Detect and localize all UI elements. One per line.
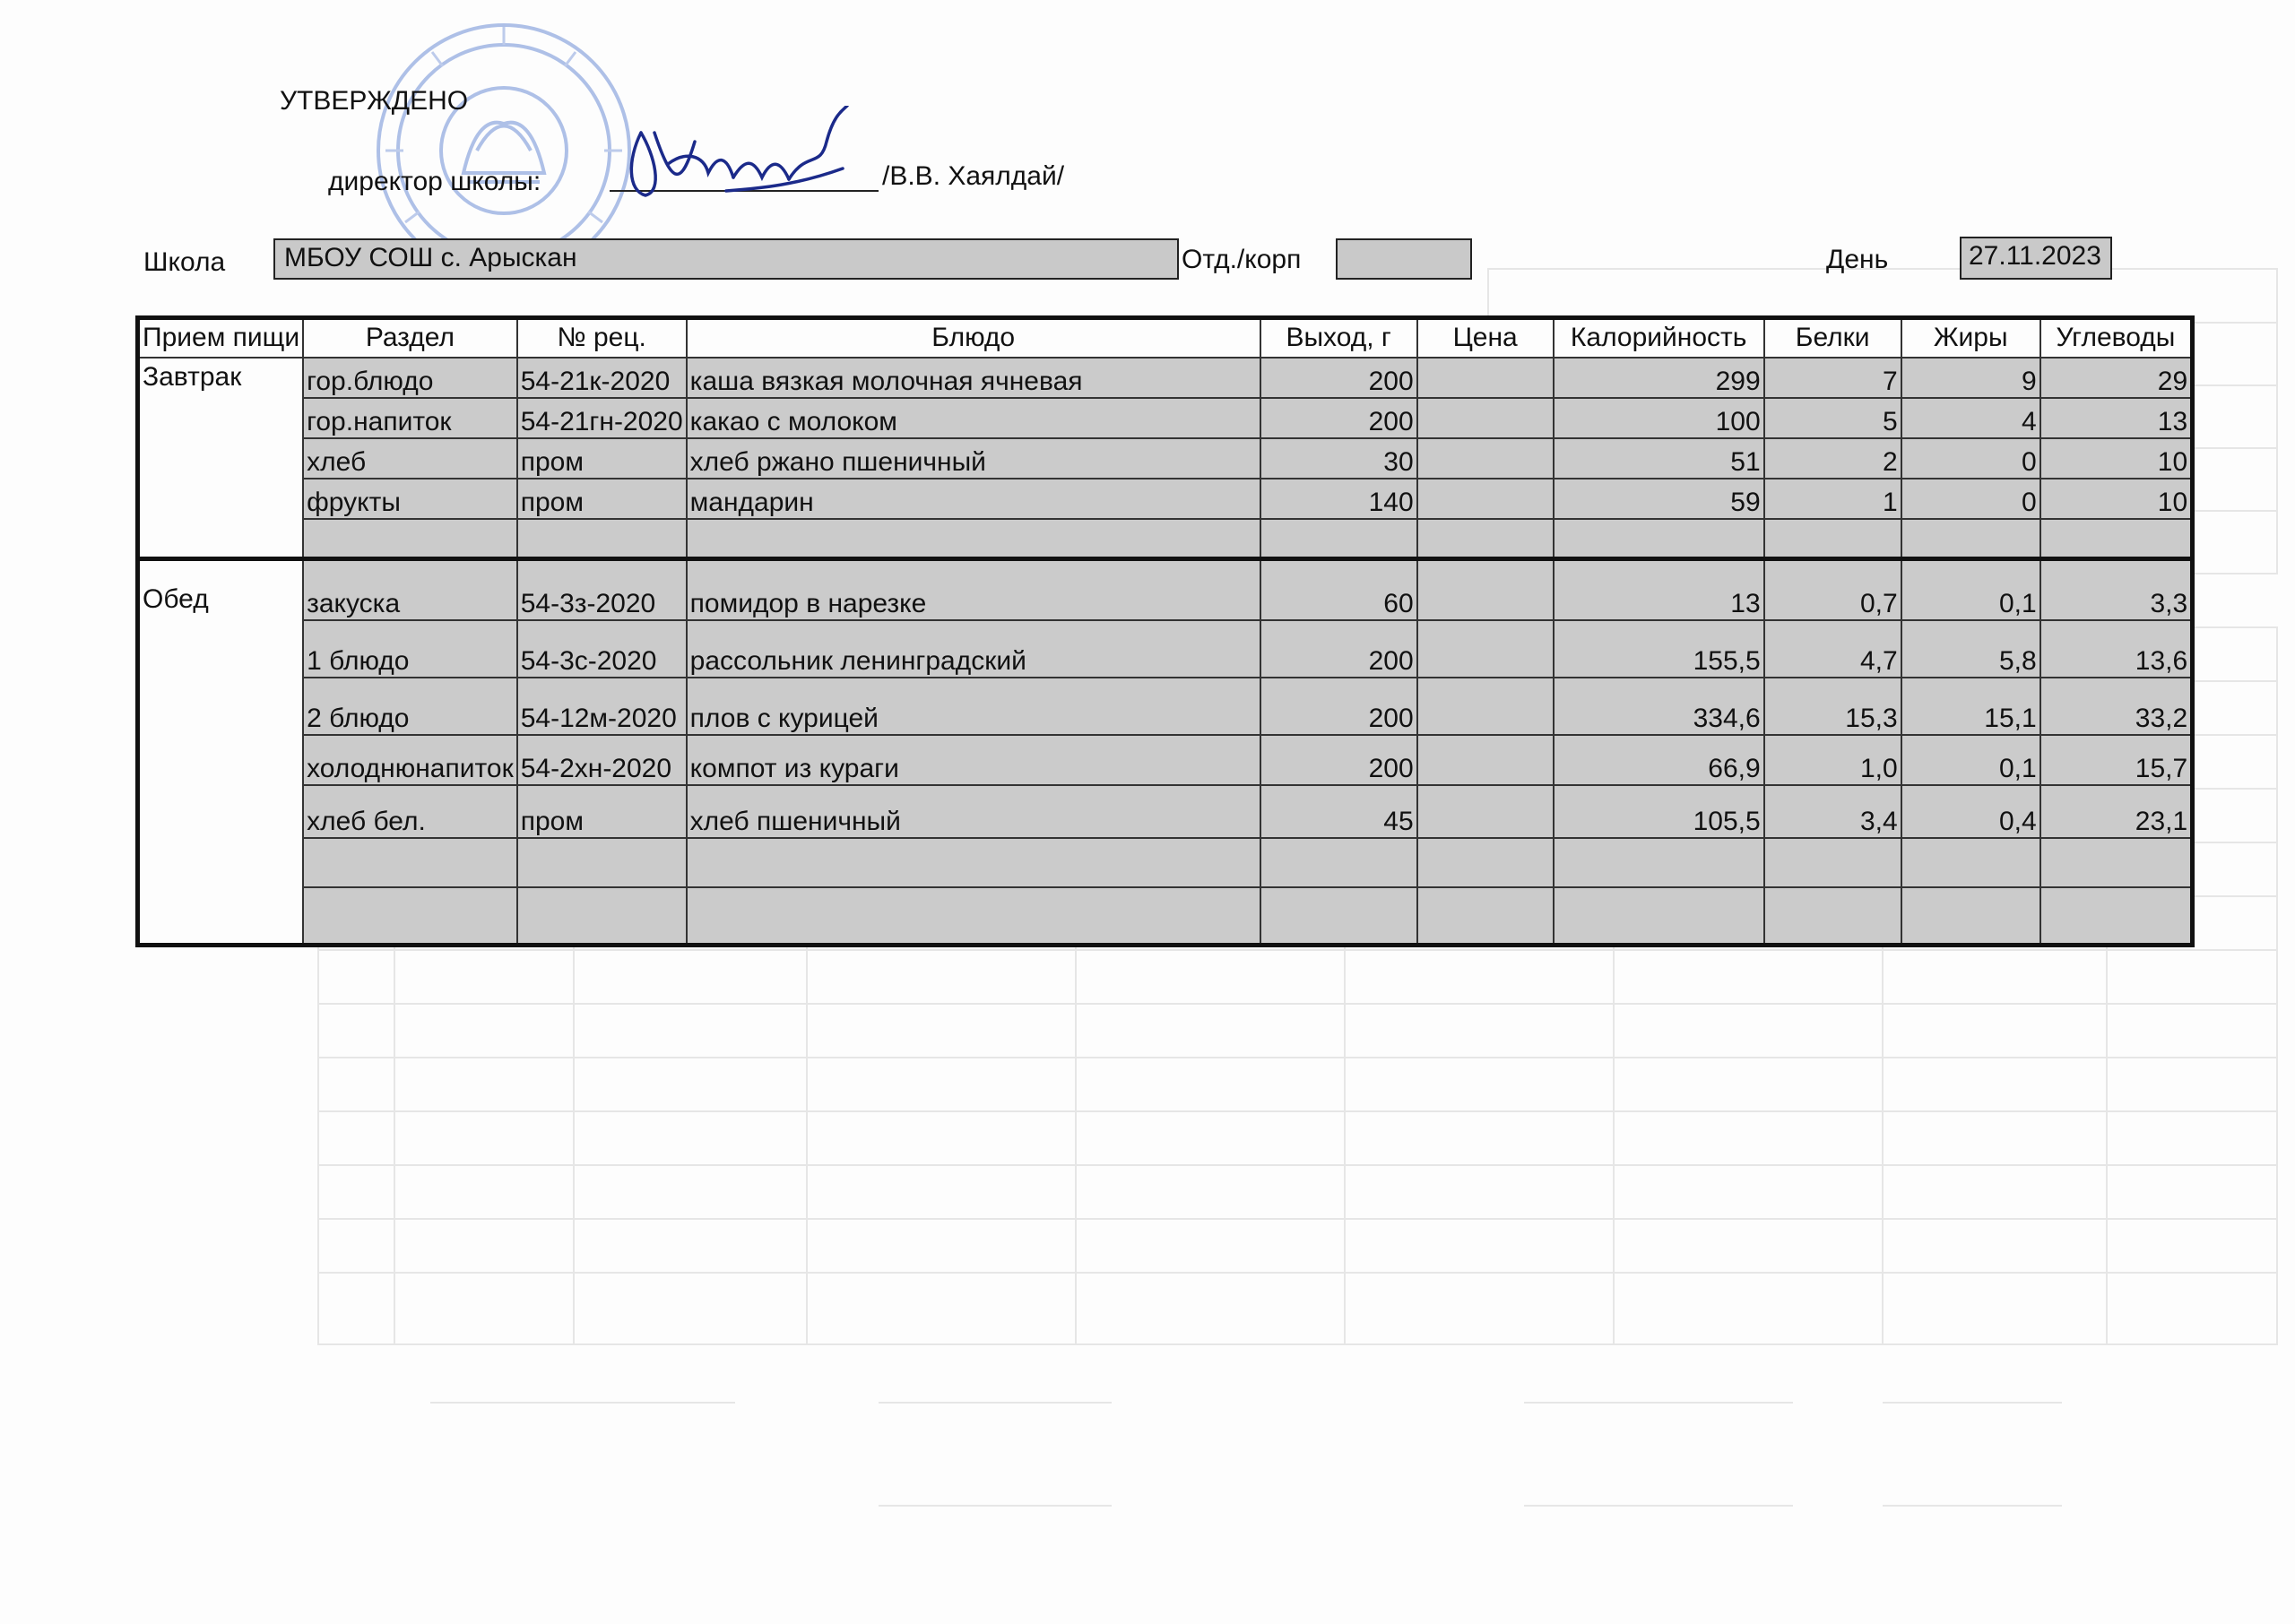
protein-cell: 7 — [1764, 358, 1901, 398]
price-cell — [1417, 785, 1554, 838]
recipe-cell: пром — [517, 479, 687, 519]
price-cell — [1417, 838, 1554, 887]
recipe-cell: 54-12м-2020 — [517, 678, 687, 735]
output-cell — [1260, 519, 1417, 559]
carbs-cell — [2040, 887, 2193, 946]
day-label: День — [1826, 245, 1889, 274]
fat-cell — [1901, 887, 2040, 946]
column-header-protein: Белки — [1764, 318, 1901, 358]
signature-icon — [619, 106, 861, 204]
table-row — [138, 358, 2193, 398]
protein-cell: 3,4 — [1764, 785, 1901, 838]
fat-cell: 0,1 — [1901, 559, 2040, 620]
protein-cell: 2 — [1764, 438, 1901, 479]
meal-cell-breakfast: Завтрак — [138, 358, 304, 559]
dish-cell: хлеб пшеничный — [687, 785, 1260, 838]
dish-cell: рассольник ленинградский — [687, 620, 1260, 678]
approved-label: УТВЕРЖДЕНО — [280, 86, 469, 116]
carbs-cell: 13 — [2040, 398, 2193, 438]
price-cell — [1417, 398, 1554, 438]
dish-cell: каша вязкая молочная ячневая — [687, 358, 1260, 398]
price-cell — [1417, 519, 1554, 559]
dish-cell — [687, 838, 1260, 887]
section-cell — [303, 519, 517, 559]
section-cell: 1 блюдо — [303, 620, 517, 678]
column-header-fat: Жиры — [1901, 318, 2040, 358]
protein-cell: 15,3 — [1764, 678, 1901, 735]
output-cell: 200 — [1260, 678, 1417, 735]
column-header-recipe: № рец. — [517, 318, 687, 358]
column-header-output: Выход, г — [1260, 318, 1417, 358]
protein-cell — [1764, 887, 1901, 946]
carbs-cell: 10 — [2040, 438, 2193, 479]
column-header-carbs: Углеводы — [2040, 318, 2193, 358]
carbs-cell — [2040, 519, 2193, 559]
calories-cell: 299 — [1554, 358, 1764, 398]
dish-cell: плов с курицей — [687, 678, 1260, 735]
recipe-cell: пром — [517, 438, 687, 479]
price-cell — [1417, 620, 1554, 678]
calories-cell: 105,5 — [1554, 785, 1764, 838]
recipe-cell — [517, 519, 687, 559]
fat-cell: 4 — [1901, 398, 2040, 438]
output-cell: 140 — [1260, 479, 1417, 519]
menu-table — [135, 315, 2195, 947]
carbs-cell: 23,1 — [2040, 785, 2193, 838]
section-cell: холоднюнапиток — [303, 735, 517, 785]
output-cell — [1260, 838, 1417, 887]
fat-cell: 5,8 — [1901, 620, 2040, 678]
output-cell: 200 — [1260, 398, 1417, 438]
carbs-cell: 29 — [2040, 358, 2193, 398]
price-cell — [1417, 438, 1554, 479]
calories-cell: 66,9 — [1554, 735, 1764, 785]
dish-cell: какао с молоком — [687, 398, 1260, 438]
school-field[interactable]: МБОУ СОШ с. Арыскан — [273, 238, 1179, 280]
carbs-cell: 10 — [2040, 479, 2193, 519]
price-cell — [1417, 735, 1554, 785]
table-row — [138, 678, 2193, 735]
table-header-row — [138, 318, 2193, 358]
day-field[interactable]: 27.11.2023 — [1960, 237, 2112, 280]
table-row — [138, 438, 2193, 479]
section-cell: 2 блюдо — [303, 678, 517, 735]
table-row — [138, 838, 2193, 887]
section-cell: хлеб бел. — [303, 785, 517, 838]
fat-cell: 0 — [1901, 479, 2040, 519]
meal-cell-lunch: Обед — [138, 559, 304, 946]
protein-cell — [1764, 519, 1901, 559]
dish-cell: хлеб ржано пшеничный — [687, 438, 1260, 479]
dept-label: Отд./корп — [1182, 245, 1302, 274]
carbs-cell: 3,3 — [2040, 559, 2193, 620]
protein-cell: 0,7 — [1764, 559, 1901, 620]
carbs-cell: 13,6 — [2040, 620, 2193, 678]
calories-cell: 13 — [1554, 559, 1764, 620]
output-cell — [1260, 887, 1417, 946]
recipe-cell: 54-2хн-2020 — [517, 735, 687, 785]
table-row — [138, 735, 2193, 785]
column-header-meal: Прием пищи — [138, 318, 304, 358]
dish-cell: помидор в нарезке — [687, 559, 1260, 620]
protein-cell: 4,7 — [1764, 620, 1901, 678]
carbs-cell: 33,2 — [2040, 678, 2193, 735]
price-cell — [1417, 678, 1554, 735]
column-header-dish: Блюдо — [687, 318, 1260, 358]
section-cell: фрукты — [303, 479, 517, 519]
dish-cell — [687, 519, 1260, 559]
director-label: директор школы: — [328, 167, 541, 196]
output-cell: 30 — [1260, 438, 1417, 479]
table-row — [138, 479, 2193, 519]
dish-cell: компот из кураги — [687, 735, 1260, 785]
fat-cell: 9 — [1901, 358, 2040, 398]
table-row — [138, 620, 2193, 678]
calories-cell: 59 — [1554, 479, 1764, 519]
table-row — [138, 398, 2193, 438]
recipe-cell: пром — [517, 785, 687, 838]
dept-field[interactable] — [1336, 238, 1472, 280]
fat-cell: 0 — [1901, 438, 2040, 479]
output-cell: 200 — [1260, 735, 1417, 785]
protein-cell: 5 — [1764, 398, 1901, 438]
carbs-cell — [2040, 838, 2193, 887]
price-cell — [1417, 887, 1554, 946]
recipe-cell: 54-3з-2020 — [517, 559, 687, 620]
recipe-cell — [517, 838, 687, 887]
fat-cell: 0,1 — [1901, 735, 2040, 785]
table-row — [138, 519, 2193, 559]
director-name: /В.В. Хаялдай/ — [882, 161, 1065, 191]
calories-cell: 51 — [1554, 438, 1764, 479]
price-cell — [1417, 358, 1554, 398]
calories-cell — [1554, 887, 1764, 946]
output-cell: 60 — [1260, 559, 1417, 620]
table-row — [138, 887, 2193, 946]
fat-cell: 15,1 — [1901, 678, 2040, 735]
table-row — [138, 559, 2193, 620]
column-header-section: Раздел — [303, 318, 517, 358]
recipe-cell: 54-3с-2020 — [517, 620, 687, 678]
recipe-cell: 54-21к-2020 — [517, 358, 687, 398]
carbs-cell: 15,7 — [2040, 735, 2193, 785]
table-row — [138, 785, 2193, 838]
school-label: Школа — [143, 247, 226, 277]
output-cell: 200 — [1260, 620, 1417, 678]
calories-cell: 100 — [1554, 398, 1764, 438]
price-cell — [1417, 559, 1554, 620]
section-cell: хлеб — [303, 438, 517, 479]
column-header-price: Цена — [1417, 318, 1554, 358]
recipe-cell: 54-21гн-2020 — [517, 398, 687, 438]
column-header-calories: Калорийность — [1554, 318, 1764, 358]
price-cell — [1417, 479, 1554, 519]
protein-cell: 1,0 — [1764, 735, 1901, 785]
recipe-cell — [517, 887, 687, 946]
calories-cell — [1554, 519, 1764, 559]
fat-cell — [1901, 838, 2040, 887]
section-cell — [303, 887, 517, 946]
section-cell: гор.блюдо — [303, 358, 517, 398]
output-cell: 45 — [1260, 785, 1417, 838]
calories-cell: 334,6 — [1554, 678, 1764, 735]
calories-cell — [1554, 838, 1764, 887]
protein-cell: 1 — [1764, 479, 1901, 519]
dish-cell — [687, 887, 1260, 946]
section-cell — [303, 838, 517, 887]
section-cell: закуска — [303, 559, 517, 620]
output-cell: 200 — [1260, 358, 1417, 398]
fat-cell: 0,4 — [1901, 785, 2040, 838]
fat-cell — [1901, 519, 2040, 559]
protein-cell — [1764, 838, 1901, 887]
calories-cell: 155,5 — [1554, 620, 1764, 678]
section-cell: гор.напиток — [303, 398, 517, 438]
dish-cell: мандарин — [687, 479, 1260, 519]
